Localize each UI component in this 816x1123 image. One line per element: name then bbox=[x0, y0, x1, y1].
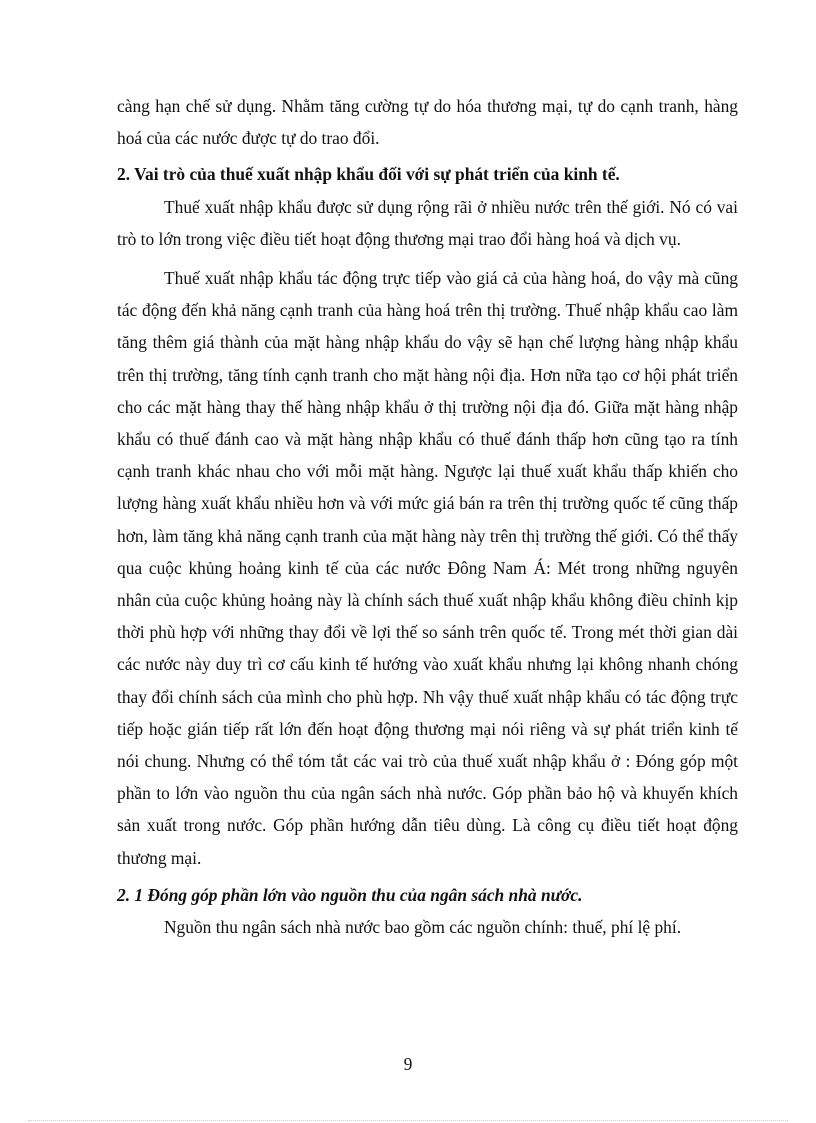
paragraph-body: Thuế xuất nhập khẩu tác động trực tiếp vào giá cả của hàng hoá, do vậy mà cũng tác động đến khả năng cạnh tranh của hàng hoá trên thị trường. Thuế nhập khẩu cao làm tăng thêm giá thành của mặt hàng nhập khẩu do vậy sẽ hạn chế lượng hàng nhập khẩu trên thị trường, tăng tính cạnh tranh cho mặt hàng nội địa. Hơn nữa tạo cơ hội phát triển cho các mặt hàng thay thế hàng nhập khẩu ở thị trường nội địa đó. Giữa mặt hàng nhập khẩu có thuế đánh cao và mặt hàng nhập khẩu có thuế đánh thấp hơn cũng tạo ra tính cạnh tranh khác nhau cho với mỗi mặt hàng. Ngược lại thuế xuất khẩu thấp khiến cho lượng hàng xuất khẩu nhiều hơn và với mức giá bán ra trên thị trường quốc tế cũng thấp hơn, làm tăng khả năng cạnh tranh của mặt hàng này trên thị trường thế giới. Có thể thấy qua cuộc khủng hoảng kinh tế của các nước Đông Nam Á: Mét trong những nguyên nhân của cuộc khủng hoảng này là chính sách thuế xuất nhập khẩu không điều chỉnh kịp thời phù hợp với những thay đổi về lợi thế so sánh trên quốc tế. Trong mét thời gian dài các nước này duy trì cơ cấu kinh tế hướng vào xuất khẩu nhưng lại không nhanh chóng thay đổi chính sách của mình cho phù hợp. Nh vậy thuế xuất nhập khẩu có tác động trực tiếp hoặc gián tiếp rất lớn đến hoạt động thương mại nói riêng và sự phát triển kinh tế nói chung. Nhưng có thể tóm tắt các vai trò của thuế xuất nhập khẩu ở : Đóng góp một phần to lớn vào nguồn thu của ngân sách nhà nước. Góp phần bảo hộ và khuyến khích sản xuất trong nước. Góp phần hướng dẫn tiêu dùng. Là công cụ điều tiết hoạt động thương mại. bbox=[117, 268, 738, 868]
paragraph-continuation: càng hạn chế sử dụng. Nhằm tăng cường tự do hóa thương mại, tự do cạnh tranh, hàng hoá của các nước được tự do trao đổi. bbox=[117, 96, 738, 149]
section-heading: 2. Vai trò của thuế xuất nhập khẩu đối với sự phát triển của kinh tế. bbox=[117, 164, 620, 185]
paragraph-subsection: Nguồn thu ngân sách nhà nước bao gồm các nguồn chính: thuế, phí lệ phí. bbox=[164, 917, 682, 938]
paragraph-intro: Thuế xuất nhập khẩu được sử dụng rộng rãi ở nhiều nước trên thế giới. Nó có vai trò to lớn trong việc điều tiết hoạt động thương mại trao đổi hàng hoá và dịch vụ. bbox=[117, 196, 738, 249]
document-page bbox=[117, 90, 738, 943]
page-bottom-divider bbox=[28, 1120, 788, 1121]
subsection-heading: 2. 1 Đóng góp phần lớn vào nguồn thu của ngân sách nhà nước. bbox=[117, 884, 583, 905]
page-number: 9 bbox=[403, 1054, 413, 1074]
